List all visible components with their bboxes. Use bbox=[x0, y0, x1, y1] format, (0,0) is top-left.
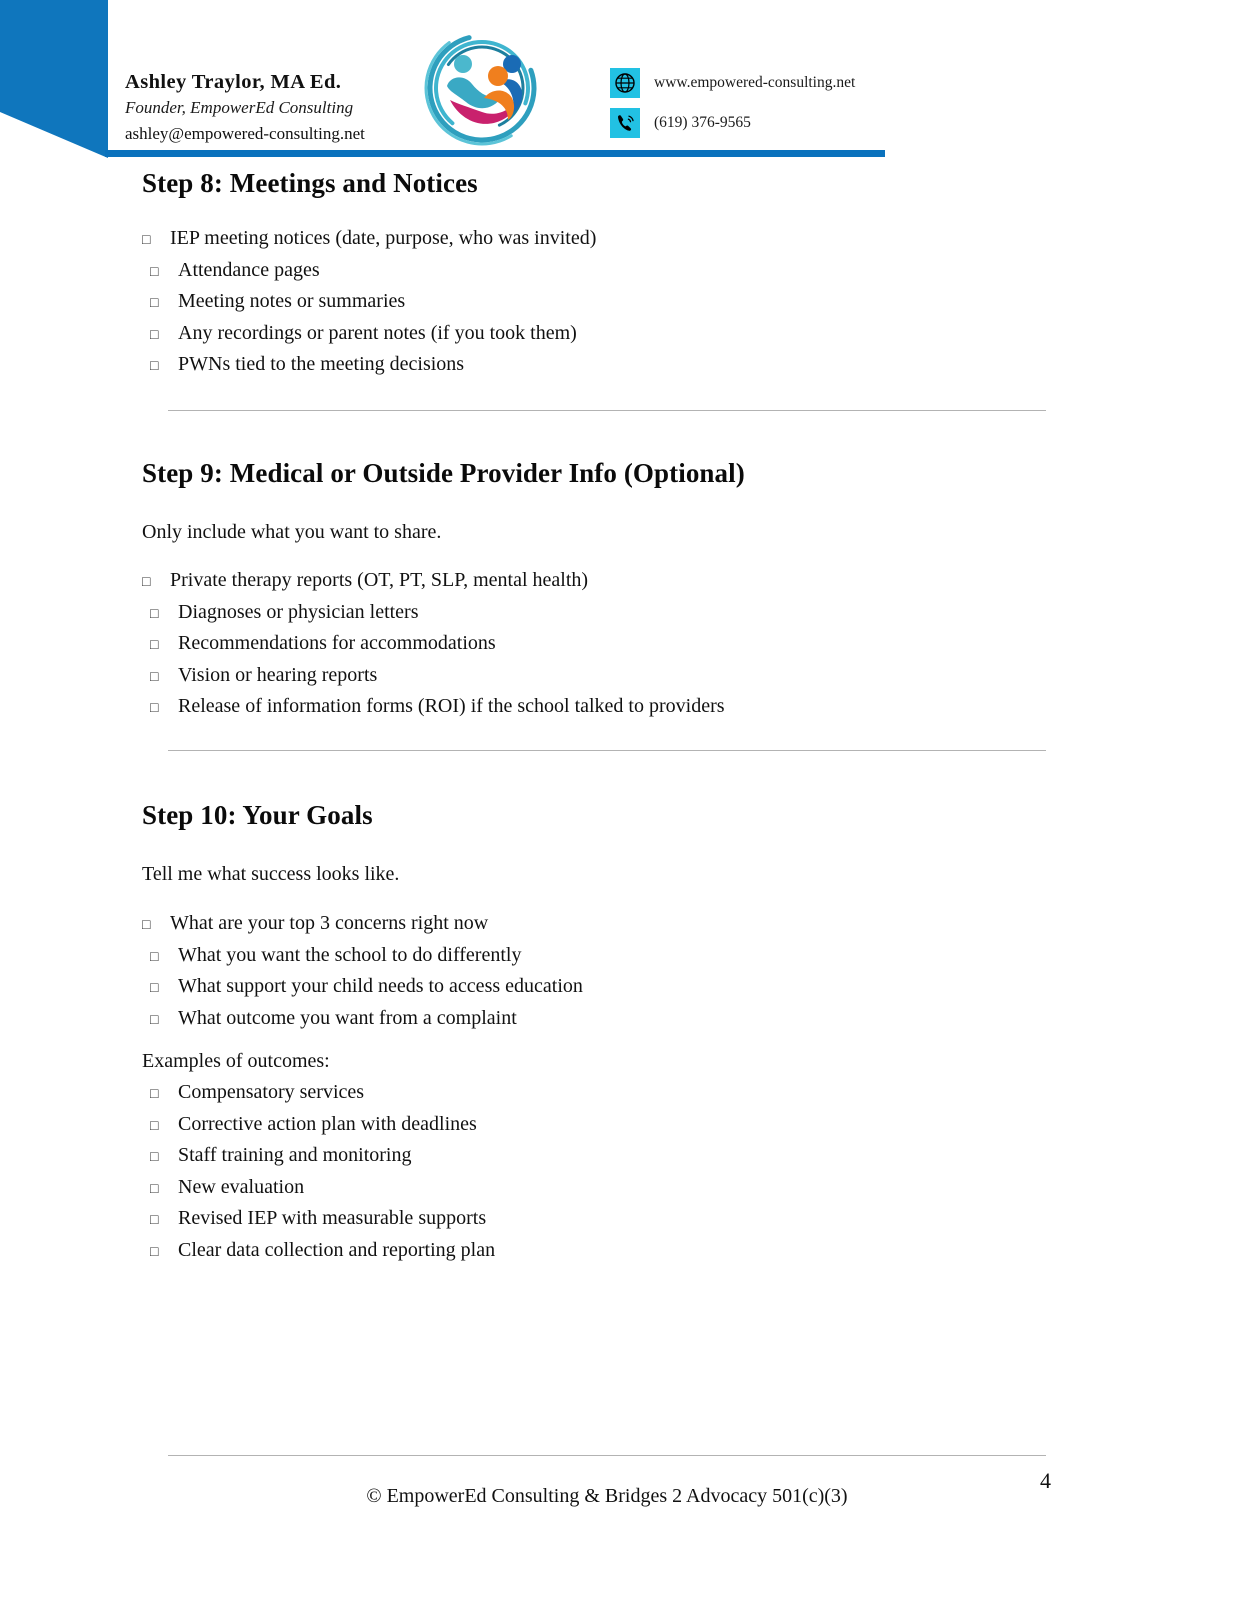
section-heading: Step 8: Meetings and Notices bbox=[142, 168, 478, 198]
checklist-item-label: Vision or hearing reports bbox=[178, 663, 378, 686]
checkbox-icon[interactable]: □ bbox=[150, 949, 159, 965]
checkbox-icon[interactable]: □ bbox=[150, 1213, 159, 1228]
checklist-item-label: Release of information forms (ROI) if the school talked to providers bbox=[178, 695, 725, 717]
company-logo bbox=[420, 26, 544, 150]
consultant-email: ashley@empowered-consulting.net bbox=[125, 123, 365, 143]
checklist-item-label: What you want the school to do differently bbox=[178, 943, 522, 966]
checklist-item-label: Clear data collection and reporting plan bbox=[178, 1238, 496, 1261]
checklist-item[interactable] bbox=[150, 1141, 495, 1173]
checkbox-icon[interactable]: □ bbox=[150, 638, 159, 653]
checklist-item[interactable] bbox=[150, 350, 596, 382]
checklist-item-label: What outcome you want from a complaint bbox=[178, 1006, 517, 1029]
examples-label: Examples of outcomes: bbox=[142, 1050, 330, 1072]
checkbox-icon[interactable]: □ bbox=[150, 606, 159, 622]
checklist-item-label: Meeting notes or summaries bbox=[178, 290, 406, 312]
checkbox-icon[interactable]: □ bbox=[150, 669, 159, 685]
checklist-item-label: Any recordings or parent notes (if you took them) bbox=[178, 321, 577, 344]
checklist-item-label: New evaluation bbox=[178, 1175, 305, 1198]
checklist-item[interactable] bbox=[150, 1004, 583, 1036]
footer-divider bbox=[168, 1455, 1046, 1456]
checkbox-icon[interactable]: □ bbox=[150, 359, 159, 374]
checklist-item[interactable] bbox=[150, 629, 725, 661]
checkbox-icon[interactable]: □ bbox=[142, 233, 151, 248]
globe-icon bbox=[610, 68, 640, 98]
section-heading: Step 10: Your Goals bbox=[142, 800, 373, 830]
checklist-item[interactable] bbox=[150, 1110, 495, 1142]
checklist-step-8 bbox=[142, 224, 597, 382]
checklist-item[interactable] bbox=[150, 1078, 495, 1110]
website-text: www.empowered-consulting.net bbox=[654, 74, 856, 91]
section-lead-text: Only include what you want to share. bbox=[142, 521, 442, 543]
checklist-item-label: What are your top 3 concerns right now bbox=[170, 912, 489, 934]
checklist-item[interactable] bbox=[150, 661, 725, 693]
checklist-item[interactable] bbox=[150, 1236, 495, 1268]
checkbox-icon[interactable]: □ bbox=[150, 1118, 159, 1134]
checklist-step-9 bbox=[142, 566, 725, 724]
checkbox-icon[interactable]: □ bbox=[150, 1181, 159, 1197]
phone-icon bbox=[610, 108, 640, 138]
blue-corner-decoration bbox=[0, 0, 112, 158]
checkbox-icon[interactable]: □ bbox=[150, 981, 159, 996]
website-row bbox=[610, 68, 910, 98]
checkbox-icon[interactable]: □ bbox=[150, 1150, 159, 1165]
checklist-item-label: Recommendations for accommodations bbox=[178, 632, 496, 654]
checklist-item-label: Private therapy reports (OT, PT, SLP, mental health) bbox=[170, 569, 589, 591]
header-contact-block bbox=[610, 68, 910, 148]
section-lead-text: Tell me what success looks like. bbox=[142, 863, 400, 885]
checkbox-icon[interactable]: □ bbox=[150, 327, 159, 343]
section-divider bbox=[168, 410, 1046, 411]
header-blue-rule bbox=[105, 150, 885, 157]
checklist-examples bbox=[150, 1078, 495, 1267]
checklist-item-label: Compensatory services bbox=[178, 1081, 365, 1103]
page-header bbox=[0, 0, 1236, 162]
checkbox-icon[interactable]: □ bbox=[150, 1244, 159, 1260]
header-identity-block bbox=[125, 70, 425, 146]
footer-copyright: © EmpowerEd Consulting & Bridges 2 Advocacy 501(c)(3) bbox=[366, 1485, 848, 1507]
checklist-item[interactable] bbox=[150, 941, 583, 973]
checklist-item[interactable] bbox=[150, 1204, 495, 1236]
checkbox-icon[interactable]: □ bbox=[142, 918, 151, 933]
checklist-item-label: Attendance pages bbox=[178, 258, 320, 281]
checklist-item-label: PWNs tied to the meeting decisions bbox=[178, 353, 465, 375]
checklist-item[interactable] bbox=[142, 566, 725, 598]
checklist-item-label: Staff training and monitoring bbox=[178, 1144, 412, 1166]
checklist-item[interactable] bbox=[150, 256, 596, 288]
checklist-step-10 bbox=[142, 909, 583, 1035]
checkbox-icon[interactable]: □ bbox=[150, 264, 159, 280]
checklist-item-label: Corrective action plan with deadlines bbox=[178, 1112, 477, 1135]
checklist-item[interactable] bbox=[150, 692, 725, 724]
section-divider bbox=[168, 750, 1046, 751]
checklist-item-label: What support your child needs to access education bbox=[178, 975, 583, 997]
checkbox-icon[interactable]: □ bbox=[142, 575, 151, 590]
checkbox-icon[interactable]: □ bbox=[150, 701, 159, 716]
consultant-name: Ashley Traylor, MA Ed. bbox=[125, 71, 342, 93]
checklist-item[interactable] bbox=[150, 287, 596, 319]
checklist-item-label: Revised IEP with measurable supports bbox=[178, 1207, 487, 1229]
checklist-item[interactable] bbox=[142, 909, 583, 941]
checklist-item-label: IEP meeting notices (date, purpose, who was invited) bbox=[170, 227, 597, 249]
phone-text: (619) 376-9565 bbox=[654, 114, 751, 131]
checklist-item[interactable] bbox=[150, 972, 583, 1004]
checklist-item[interactable] bbox=[142, 224, 596, 256]
checklist-item-label: Diagnoses or physician letters bbox=[178, 600, 419, 623]
checkbox-icon[interactable]: □ bbox=[150, 296, 159, 311]
checklist-item[interactable] bbox=[150, 1173, 495, 1205]
phone-row bbox=[610, 108, 910, 138]
consultant-role: Founder, EmpowerEd Consulting bbox=[125, 97, 354, 117]
checklist-item[interactable] bbox=[150, 319, 596, 351]
page-number: 4 bbox=[1040, 1468, 1051, 1493]
section-heading: Step 9: Medical or Outside Provider Info (Optional) bbox=[142, 458, 745, 488]
checklist-item[interactable] bbox=[150, 598, 725, 630]
checkbox-icon[interactable]: □ bbox=[150, 1012, 159, 1028]
checkbox-icon[interactable]: □ bbox=[150, 1087, 159, 1102]
